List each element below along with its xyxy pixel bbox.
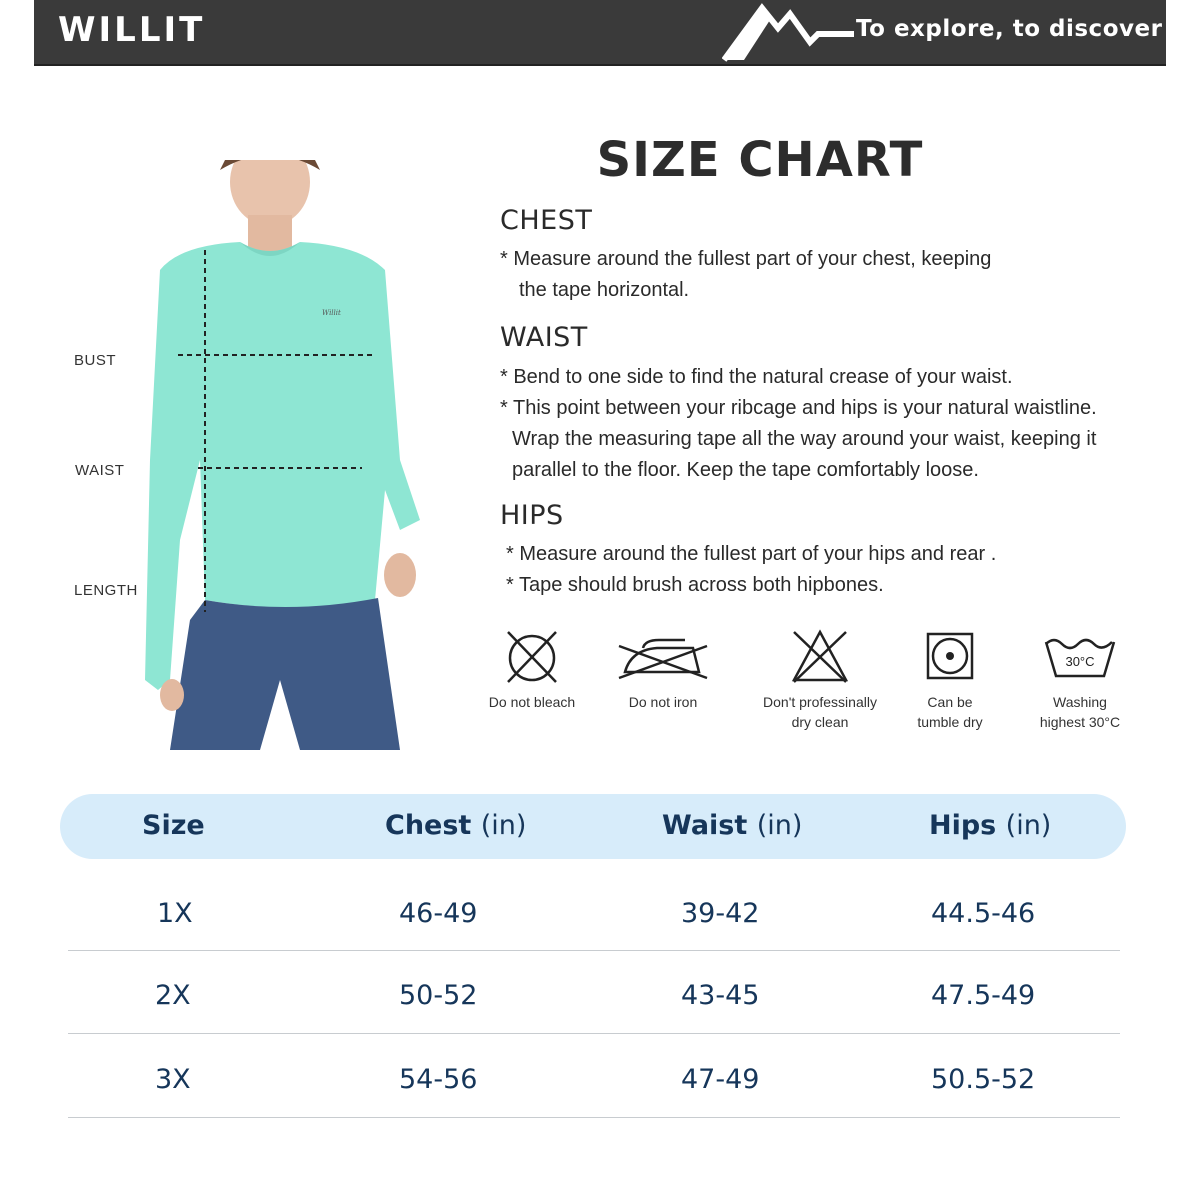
chest-instruction: * Measure around the fullest part of your chest, keeping xyxy=(500,248,992,270)
wash-30-icon xyxy=(1040,626,1120,686)
column-header-waist: Waist (in) xyxy=(662,810,803,841)
column-header-size: Size xyxy=(142,810,205,841)
waist-instruction: parallel to the floor. Keep the tape comfortably loose. xyxy=(512,459,979,481)
bust-label: BUST xyxy=(74,352,117,369)
waist-instruction: * Bend to one side to find the natural crease of your waist. xyxy=(500,366,1013,388)
page-title: SIZE CHART xyxy=(596,132,924,188)
size-cell: 1X xyxy=(157,898,193,929)
waist-instruction: Wrap the measuring tape all the way around your waist, keeping it xyxy=(512,428,1097,450)
care-label: Can be xyxy=(927,694,973,710)
waist-label: WAIST xyxy=(75,462,125,479)
table-header xyxy=(60,794,1126,859)
chest-cell: 50-52 xyxy=(399,980,478,1011)
header-bar xyxy=(34,0,1166,66)
chest-cell: 46-49 xyxy=(399,898,478,929)
size-cell: 3X xyxy=(155,1064,191,1095)
hips-cell: 44.5-46 xyxy=(931,898,1036,929)
care-item xyxy=(1030,626,1130,732)
chest-heading: CHEST xyxy=(500,205,593,236)
chest-cell: 54-56 xyxy=(399,1064,478,1095)
care-label: dry clean xyxy=(791,714,849,730)
waist-heading: WAIST xyxy=(500,322,588,353)
mountain-logo-icon xyxy=(722,2,862,62)
hips-cell: 47.5-49 xyxy=(931,980,1036,1011)
care-label: Don't professinally xyxy=(763,694,877,710)
care-label: Washing xyxy=(1053,694,1107,710)
no-bleach-icon xyxy=(502,626,562,686)
row-divider xyxy=(68,1117,1120,1118)
hips-instruction: * Measure around the fullest part of your hips and rear . xyxy=(506,543,997,565)
care-item xyxy=(476,626,588,712)
tumble-dry-icon xyxy=(920,626,980,686)
hips-heading: HIPS xyxy=(500,500,564,531)
row-divider xyxy=(68,1033,1120,1034)
wash-temp-text: 30°C xyxy=(1065,654,1095,669)
care-label: Do not bleach xyxy=(488,694,576,710)
waist-cell: 39-42 xyxy=(681,898,760,929)
care-item xyxy=(610,626,716,712)
length-label: LENGTH xyxy=(74,582,138,599)
waist-cell: 43-45 xyxy=(681,980,760,1011)
waist-instruction: * This point between your ribcage and hips is your natural waistline. xyxy=(500,397,1097,419)
no-dry-clean-icon xyxy=(790,626,850,686)
tagline: To explore, to discover xyxy=(856,16,1163,42)
hips-instruction: * Tape should brush across both hipbones. xyxy=(506,574,884,596)
care-item xyxy=(750,626,890,732)
brand-logo: WILLIT xyxy=(58,10,206,50)
column-header-chest: Chest (in) xyxy=(385,810,527,841)
svg-text:Willit: Willit xyxy=(322,309,341,317)
no-iron-icon xyxy=(615,626,711,686)
size-cell: 2X xyxy=(155,980,191,1011)
hips-cell: 50.5-52 xyxy=(931,1064,1036,1095)
model-illustration xyxy=(100,160,440,750)
care-item xyxy=(900,626,1000,732)
care-label: Do not iron xyxy=(628,694,698,710)
care-label: highest 30°C xyxy=(1039,714,1121,730)
model-shirt-figure xyxy=(100,160,440,750)
chest-instruction: the tape horizontal. xyxy=(519,279,690,301)
column-header-hips: Hips (in) xyxy=(929,810,1052,841)
waist-cell: 47-49 xyxy=(681,1064,760,1095)
row-divider xyxy=(68,950,1120,951)
care-label: tumble dry xyxy=(917,714,983,730)
